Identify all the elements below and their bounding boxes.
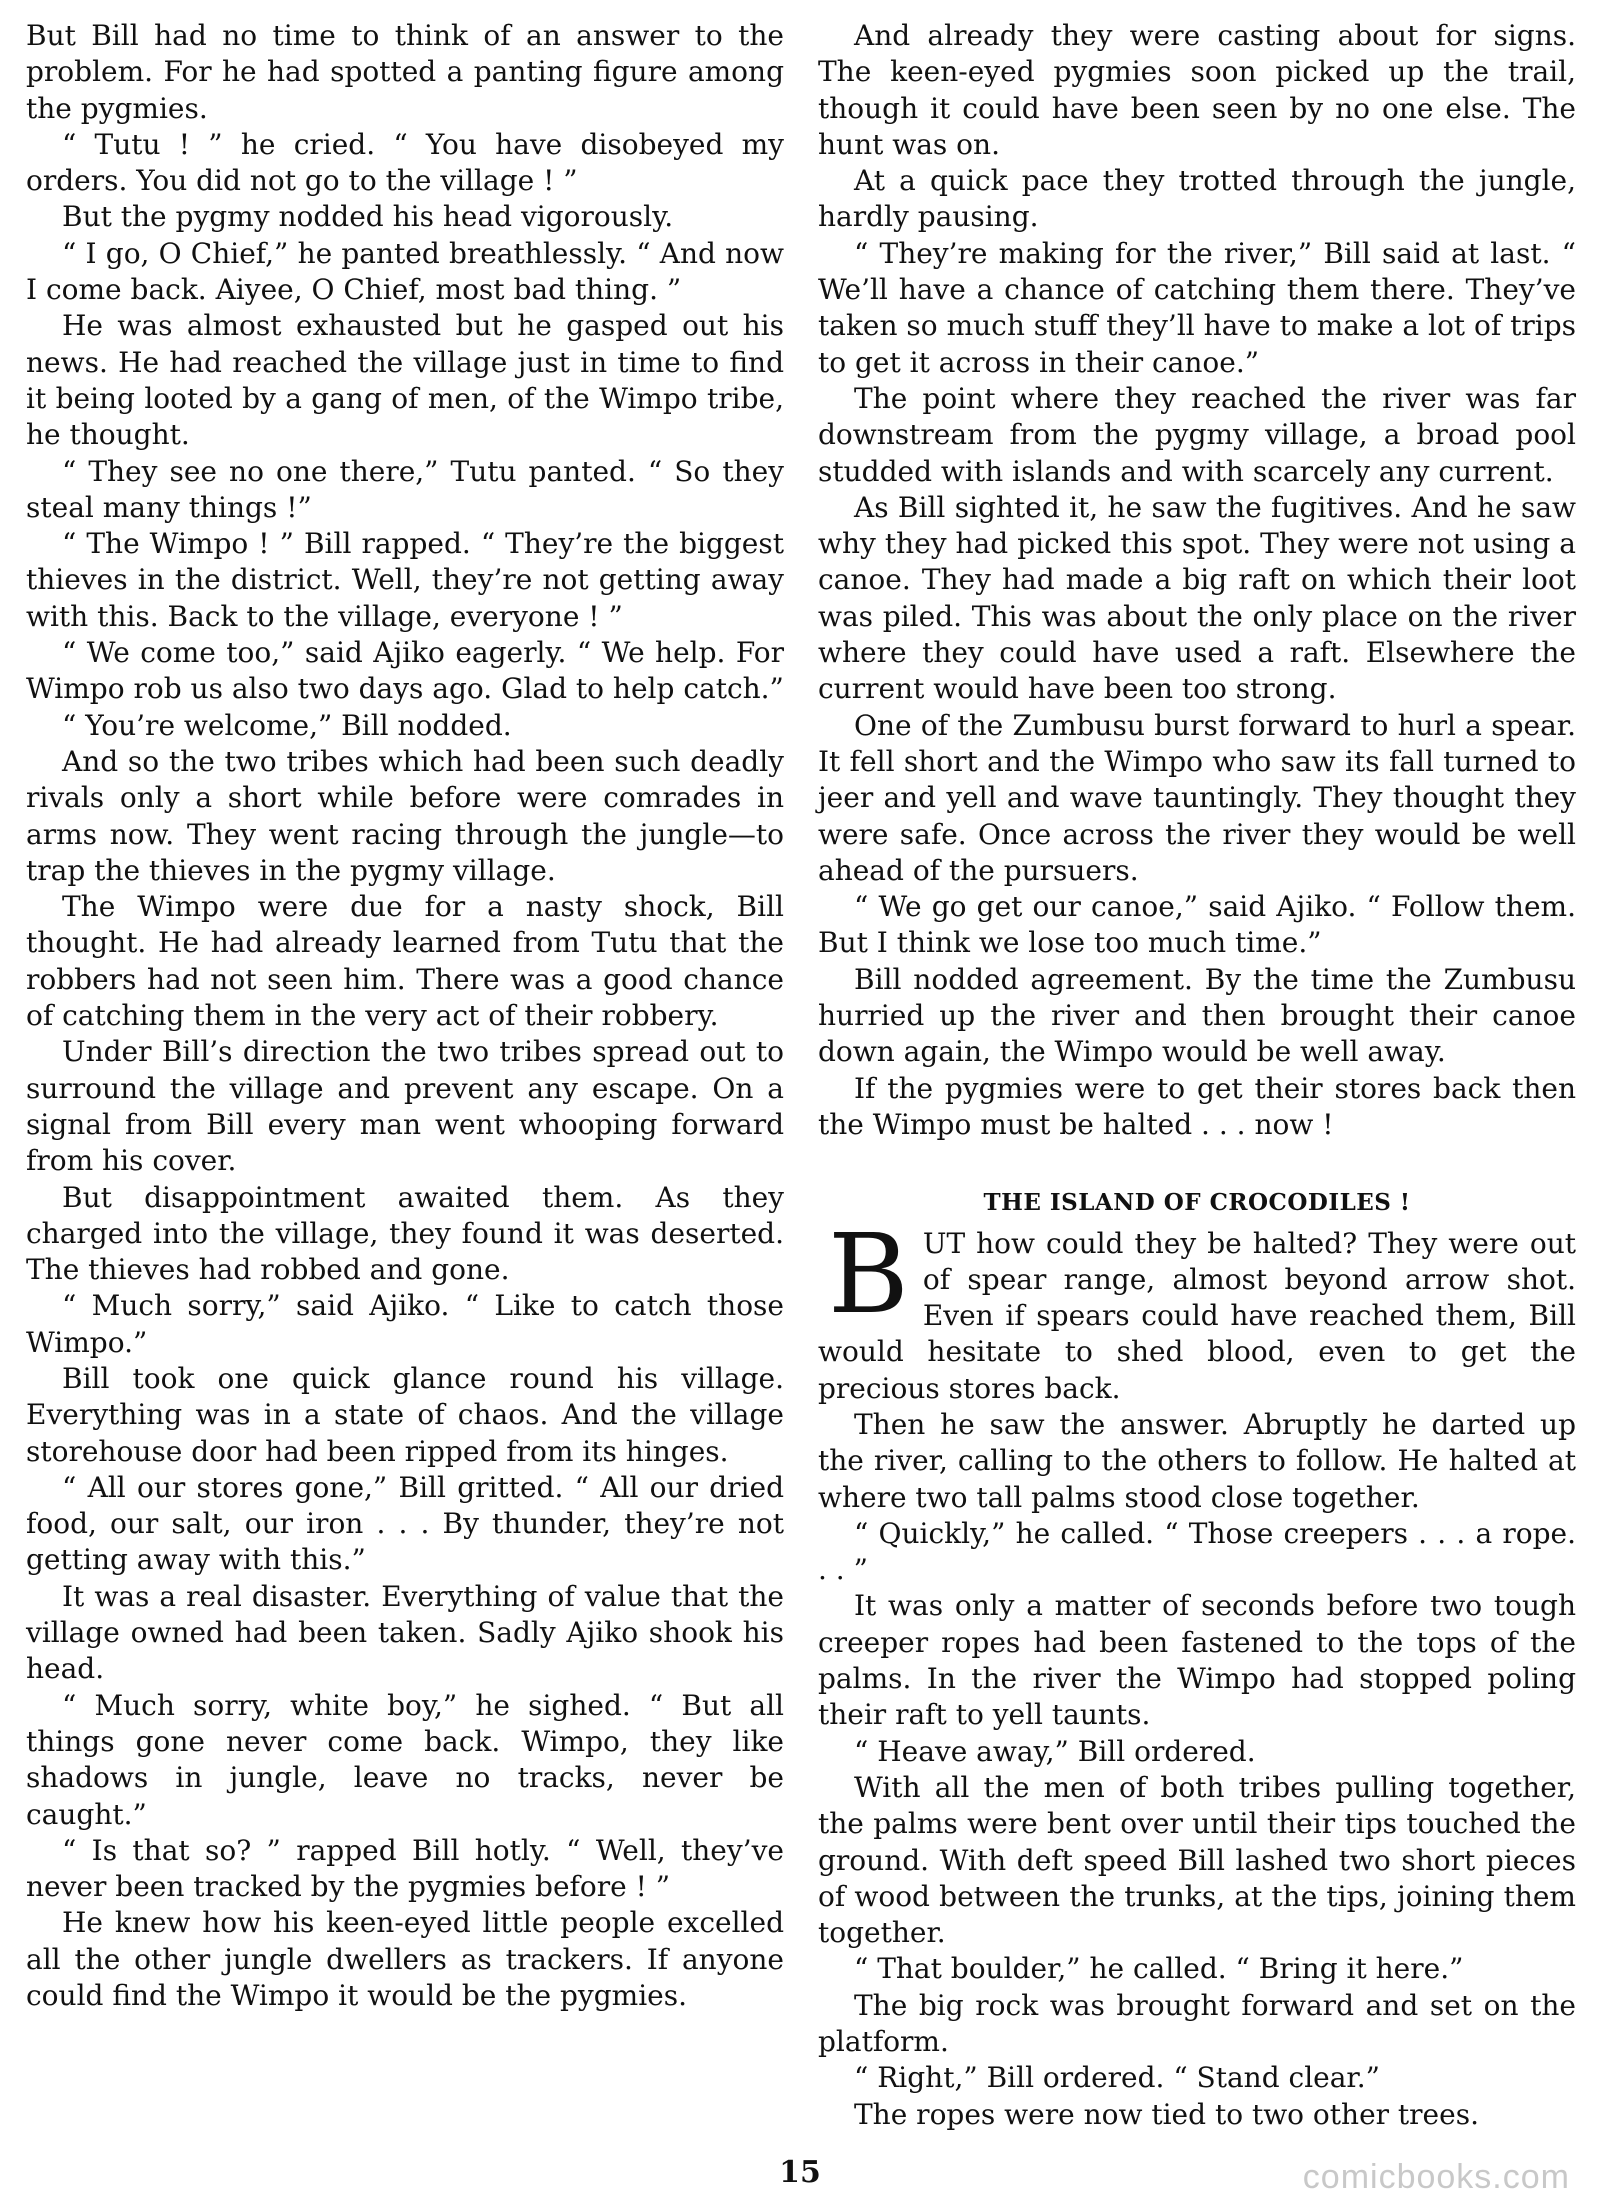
paragraph: The big rock was brought forward and set on the platform. [818, 1988, 1576, 2059]
page-number: 15 [779, 2155, 821, 2190]
paragraph: Bill nodded agreement. By the time the Zumbusu hurried up the river and then brought their canoe down again, the Wimpo would be well away. [818, 962, 1576, 1069]
paragraph: “ We go get our canoe,” said Ajiko. “ Follow them. But I think we lose too much time.” [818, 890, 1576, 960]
paragraph: It was a real disaster. Everything of value that the village owned had been taken. Sadly Ajiko shook his head. [26, 1579, 784, 1686]
paragraph: The point where they reached the river was far downstream from the pygmy village, a broad pool studded with islands and with scarcely any current. [818, 381, 1576, 488]
right-column [818, 18, 1576, 2138]
drop-cap-paragraph [818, 1209, 1576, 1407]
page [26, 18, 1576, 2138]
paragraph: “ Tutu ! ” he cried. “ You have disobeyed my orders. You did not go to the village ! ” [26, 127, 784, 198]
paragraph: “ You’re welcome,” Bill nodded. [62, 708, 512, 742]
paragraph: The Wimpo were due for a nasty shock, Bill thought. He had already learned from Tutu that the robbers had not seen him. There was a good chance of catching them in the very act of their robbery. [26, 890, 784, 1033]
paragraph: With all the men of both tribes pulling together, the palms were bent over until their tips touched the ground. With deft speed Bill lashed two short pieces of wood between the trunks, at the tips, joining them together. [818, 1770, 1576, 1950]
paragraph: “ Right,” Bill ordered. “ Stand clear.” [854, 2061, 1380, 2095]
paragraph: As Bill sighted it, he saw the fugitives. And he saw why they had picked this spot. They were not using a canoe. They had made a big raft on which their loot was piled. This was about the only place on the river where they could have used a raft. Elsewhere the current would have been too strong. [818, 490, 1576, 706]
paragraph: “ Is that so? ” rapped Bill hotly. “ Well, they’ve never been tracked by the pygmies before ! ” [26, 1833, 784, 1904]
paragraph: At a quick pace they trotted through the jungle, hardly pausing. [818, 164, 1576, 234]
paragraph: The ropes were now tied to two other trees. [854, 2097, 1479, 2131]
paragraph: “ Much sorry,” said Ajiko. “ Like to catch those Wimpo.” [26, 1289, 784, 1359]
paragraph: Bill took one quick glance round his village. Everything was in a state of chaos. And the village storehouse door had been ripped from its hinges. [26, 1361, 784, 1468]
paragraph: But disappointment awaited them. As they charged into the village, they found it was deserted. The thieves had robbed and gone. [26, 1180, 784, 1287]
drop-cap: B [828, 1209, 909, 1338]
paragraph: “ Heave away,” Bill ordered. [854, 1734, 1256, 1768]
paragraph: “ The Wimpo ! ” Bill rapped. “ They’re the biggest thieves in the district. Well, they’re not getting away with this. Back to the village, everyone ! ” [26, 527, 784, 633]
drop-cap-paragraph-text: UT how could they be halted? They were out of spear range, almost beyond arrow shot. Even if spears could have reached them, Bill would hesitate to shed blood, even to get the precious stores back. [818, 1226, 1576, 1405]
paragraph: “ All our stores gone,” Bill gritted. “ All our dried food, our salt, our iron . . . By thunder, they’re not getting away with this.” [26, 1470, 784, 1577]
paragraph: “ I go, O Chief,” he panted breathlessly. “ And now I come back. Aiyee, O Chief, most bad thing. ” [26, 236, 784, 307]
paragraph: He knew how his keen-eyed little people excelled all the other jungle dwellers as trackers. If anyone could find the Wimpo it would be the pygmies. [26, 1906, 784, 2013]
paragraph: Under Bill’s direction the two tribes spread out to surround the village and prevent any escape. On a signal from Bill every man went whooping forward from his cover. [26, 1035, 784, 1178]
paragraph: If the pygmies were to get their stores back then the Wimpo must be halted . . . now ! [818, 1071, 1576, 1141]
paragraph: And already they were casting about for signs. The keen-eyed pygmies soon picked up the trail, though it could have been seen by no one else. The hunt was on. [818, 19, 1576, 161]
paragraph: “ We come too,” said Ajiko eagerly. “ We help. For Wimpo rob us also two days ago. Glad to help catch.” [26, 636, 784, 706]
paragraph: “ Quickly,” he called. “ Those creepers . . . a rope. . . ” [818, 1516, 1576, 1587]
paragraph: “ They’re making for the river,” Bill said at last. “ We’ll have a chance of catching them there. They’ve taken so much stuff they’ll have to make a lot of trips to get it across in their canoe.” [818, 236, 1576, 379]
paragraph: “ That boulder,” he called. “ Bring it here.” [854, 1952, 1464, 1986]
paragraph: But Bill had no time to think of an answer to the problem. For he had spotted a panting figure among the pygmies. [26, 19, 784, 125]
paragraph: “ Much sorry, white boy,” he sighed. “ But all things gone never come back. Wimpo, they like shadows in jungle, leave no tracks, never be caught.” [26, 1688, 784, 1831]
left-column [26, 18, 784, 2138]
paragraph: He was almost exhausted but he gasped out his news. He had reached the village just in time to find it being looted by a gang of men, of the Wimpo tribe, he thought. [26, 309, 784, 452]
paragraph: And so the two tribes which had been such deadly rivals only a short while before were comrades in arms now. They went racing through the jungle—to trap the thieves in the pygmy village. [26, 744, 784, 887]
watermark: comicbooks.com [1302, 2158, 1570, 2196]
paragraph: Then he saw the answer. Abruptly he darted up the river, calling to the others to follow. He halted at where two tall palms stood close together. [818, 1407, 1576, 1514]
paragraph: “ They see no one there,” Tutu panted. “ So they steal many things !” [26, 454, 784, 524]
paragraph: One of the Zumbusu burst forward to hurl a spear. It fell short and the Wimpo who saw its fall turned to jeer and yell and wave tauntingly. They thought they were safe. Once across the river they would be well ahead of the pursuers. [818, 708, 1576, 887]
paragraph: It was only a matter of seconds before two tough creeper ropes had been fastened to the tops of the palms. In the river the Wimpo had stopped poling their raft to yell taunts. [818, 1589, 1576, 1732]
paragraph: But the pygmy nodded his head vigorously. [62, 200, 674, 234]
section-heading: THE ISLAND OF CROCODILES ! [983, 1189, 1411, 1217]
